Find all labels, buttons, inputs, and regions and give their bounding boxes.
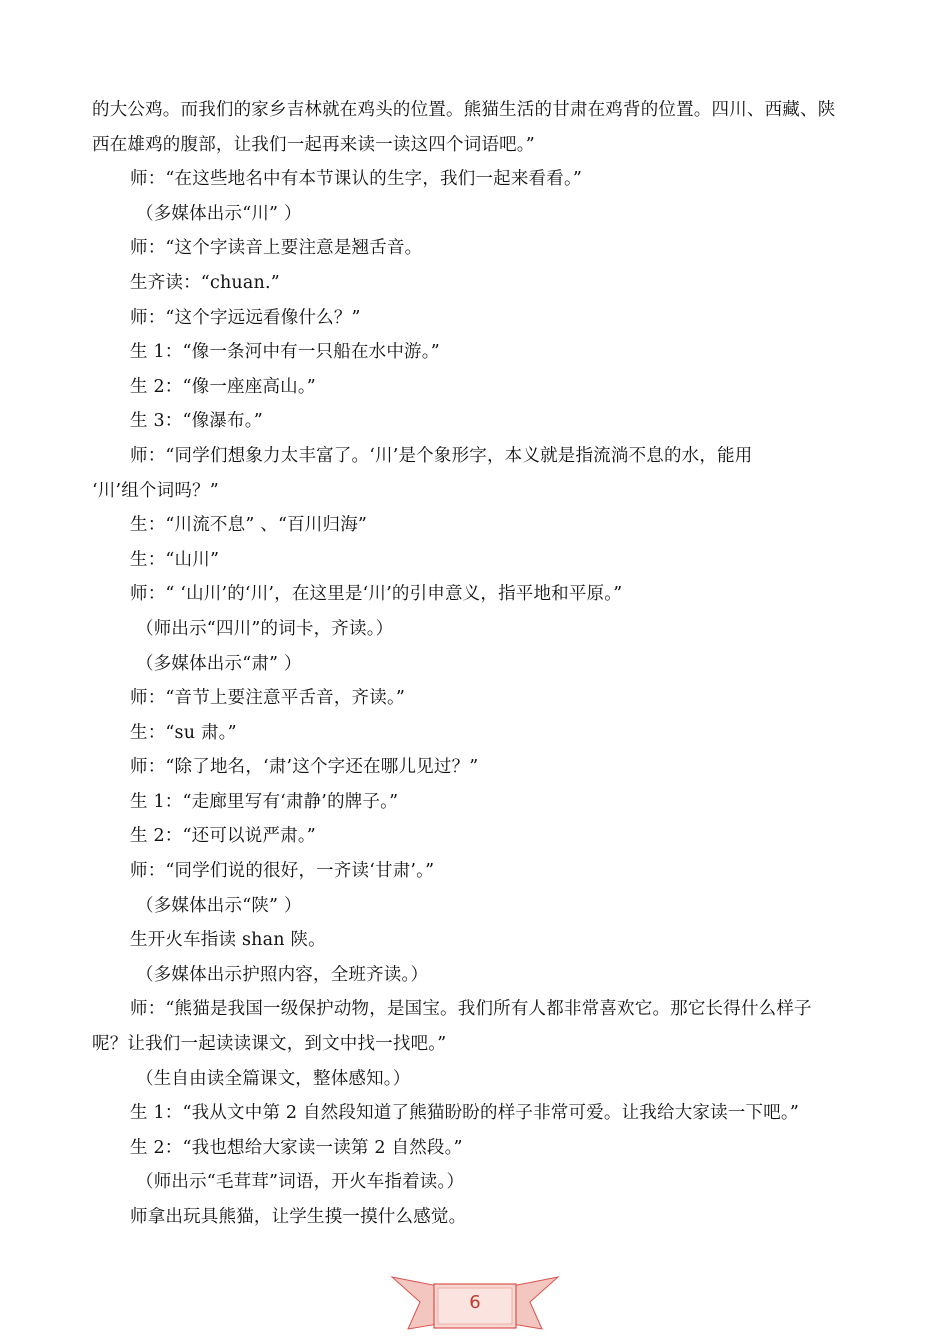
text-line: 师：“这个字远远看像什么？” — [130, 307, 361, 328]
text-line: 师：“这个字读音上要注意是翘舌音。 — [130, 238, 423, 259]
text-line: 师：“ ‘山川’的‘川’，在这里是‘川’的引申意义，指平地和平原。” — [130, 584, 623, 605]
text-line: 师：“同学们想象力太丰富了。‘川’是个象形字，本义就是指流淌不息的水，能用 — [130, 445, 753, 466]
text-line: （师出示“毛茸茸”词语，开火车指着读。） — [136, 1172, 465, 1193]
text-line: 呢？让我们一起读读课文，到文中找一找吧。” — [92, 1034, 447, 1055]
text-line: 生：“su 肃。” — [130, 722, 237, 743]
text-line: 生 1：“像一条河中有一只船在水中游。” — [130, 342, 440, 363]
text-line: 师：“除了地名，‘肃’这个字还在哪儿见过？” — [130, 757, 479, 778]
text-line: 师：“同学们说的很好，一齐读‘甘肃’。” — [130, 861, 435, 882]
page-footer — [0, 1272, 950, 1344]
text-line: 师拿出玩具熊猫，让学生摸一摸什么感觉。 — [130, 1207, 467, 1227]
text-line: 生 2：“我也想给大家读一读第 2 自然段。” — [130, 1137, 463, 1158]
text-line: 生 1：“我从文中第 2 自然段知道了熊猫盼盼的样子非常可爱。让我给大家读一下吧。” — [130, 1103, 799, 1124]
text-line: 生齐读：“chuan.” — [130, 272, 280, 293]
document-body — [92, 93, 862, 1235]
text-line: （多媒体出示“陕” ） — [136, 895, 302, 916]
text-line: 生：“山川” — [130, 549, 220, 570]
text-line: 生 1：“走廊里写有‘肃静’的牌子。” — [130, 791, 399, 812]
text-line: 师：“在这些地名中有本节课认的生字，我们一起来看看。” — [130, 169, 583, 190]
text-line: 的大公鸡。而我们的家乡吉林就在鸡头的位置。熊猫生活的甘肃在鸡背的位置。四川、西藏、陕 — [92, 100, 836, 120]
text-line: （生自由读全篇课文，整体感知。） — [136, 1068, 411, 1089]
text-line: （师出示“四川”的词卡，齐读。） — [136, 618, 394, 639]
text-line: ‘川’组个词吗？” — [92, 480, 219, 501]
text-line: （多媒体出示“川” ） — [136, 203, 302, 224]
text-line: 生 2：“还可以说严肃。” — [130, 826, 316, 847]
text-line: 西在雄鸡的腹部，让我们一起再来读一读这四个词语吧。” — [92, 134, 535, 155]
text-line: 生开火车指读 shan 陕。 — [130, 930, 326, 951]
text-line: 师：“熊猫是我国一级保护动物，是国宝。我们所有人都非常喜欢它。那它长得什么样子 — [130, 999, 812, 1020]
text-line: （多媒体出示护照内容，全班齐读。） — [136, 964, 429, 985]
text-line: 生 2：“像一座座高山。” — [130, 376, 316, 397]
text-line: 生：“川流不息” 、“百川归海” — [130, 515, 368, 536]
text-line: 师：“音节上要注意平舌音，齐读。” — [130, 688, 406, 709]
text-line: （多媒体出示“肃” ） — [136, 653, 302, 674]
text-line: 生 3：“像瀑布。” — [130, 411, 263, 432]
page-number: 6 — [469, 1292, 481, 1313]
